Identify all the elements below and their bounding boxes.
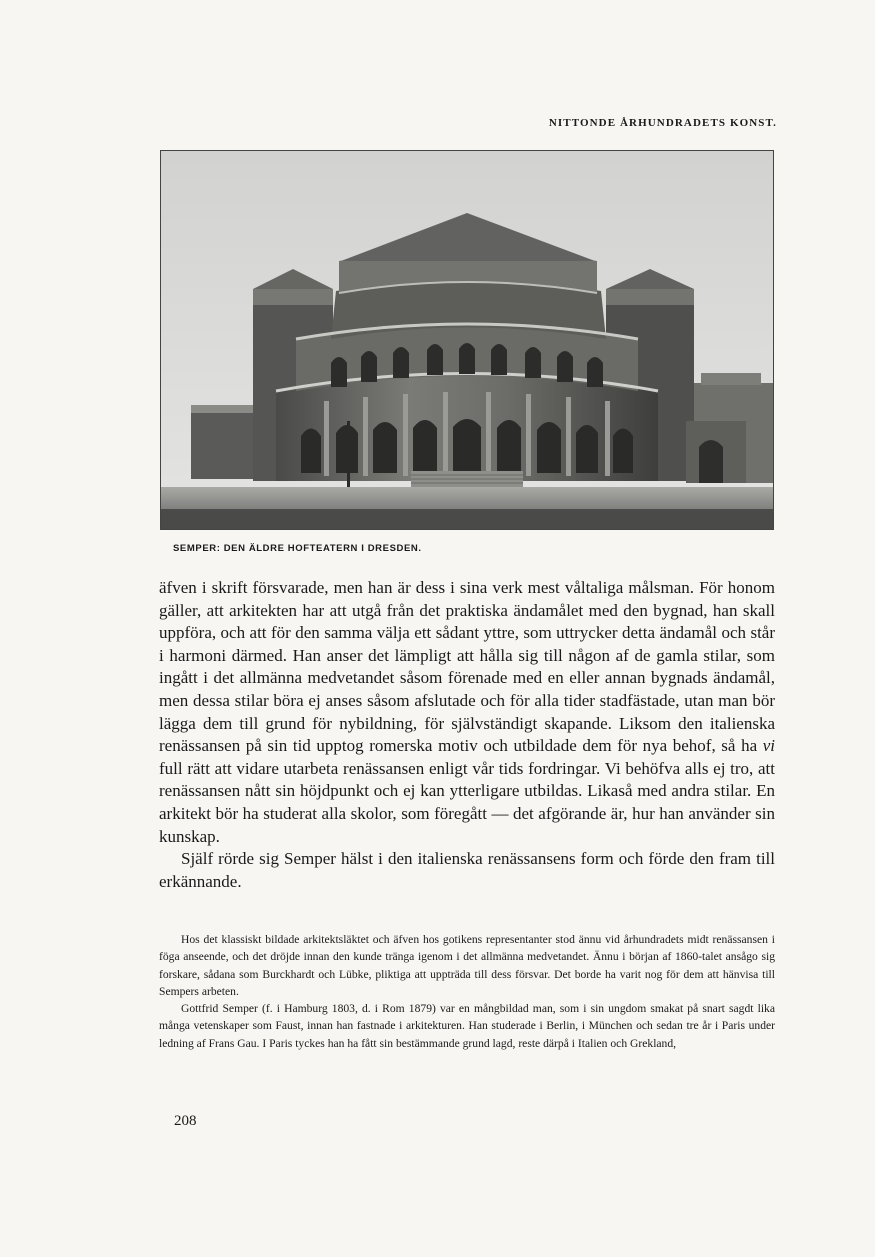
- page-number: 208: [174, 1113, 197, 1129]
- figure-caption: SEMPER: DEN ÄLDRE HOFTEATERN I DRESDEN.: [173, 543, 422, 554]
- body-paragraph: Själf rörde sig Semper hälst i den italienska renässansens form och förde den fram till erkännande.: [159, 849, 775, 891]
- body-text: [159, 577, 775, 893]
- emphasis: vi: [762, 736, 776, 756]
- notes: [159, 931, 775, 1052]
- body-paragraph: äfven i skrift försvarade, men han är dess i sina verk mest våltaliga målsman. För honom gäller, att arkitekten har att utgå från det praktiska ändamålet med den bygnad, han skall uppföra, och att för den samma välja ett sådant yttre, som uttrycker detta ändamål och står i harmoni därmed. Han anser det lämpligt att hålla sig till någon af de gamla stilar, som ingått i det allmänna medvetandet såsom förenade med en eller annan bygnads ändamål, men dessa stilar böra ej anses såsom afslutade och för alla tider stadfästade, utan man bör lägga dem till grund för nybildning, för självständigt skapande. Liksom den italienska renässansen på sin tid upptog romerska motiv och utbildade dem för nya behof, så ha vi full rätt att vidare utarbeta renässansen enligt vår tids fordringar. Vi behöfva alls ej tro, att renässansen nått sin höjdpunkt och ej kan ytterligare utbildas. Likaså med andra stilar. En arkitekt bör ha studerat alla skolor, som föregått — det afgörande är, hur han använder sin kunskap.: [159, 578, 776, 846]
- note-paragraph: Gottfrid Semper (f. i Hamburg 1803, d. i Rom 1879) var en mångbildad man, som i sin ungdom smakat på snart sagdt lika många vetenskaper som Faust, innan han fastnade i arkitekturen. Han studerade i Berlin, i München och sedan tre år i Paris under ledning af Frans Gau. I Paris tyckes han ha fått sin bestämmande grund lagd, reste därpå i Italien och Grekland,: [159, 1002, 775, 1050]
- note-paragraph: Hos det klassiskt bildade arkitektsläktet och äfven hos gotikens representanter stod ännu vid århundradets midt renässansen i föga anseende, och det dröjde innan den kunde tränga igenom i det allmänna medvetandet. Ännu i början af 1860-talet ansågo sig forskare, sådana som Burckhardt och Lübke, pliktiga att uppträda till dess försvar. Det borde ha varit nog för dem att hänvisa till Sempers arbeten.: [159, 933, 775, 998]
- theater-illustration: [161, 151, 773, 529]
- theater-photograph: [160, 150, 774, 530]
- running-head: NITTONDE ÅRHUNDRADETS KONST.: [548, 117, 777, 129]
